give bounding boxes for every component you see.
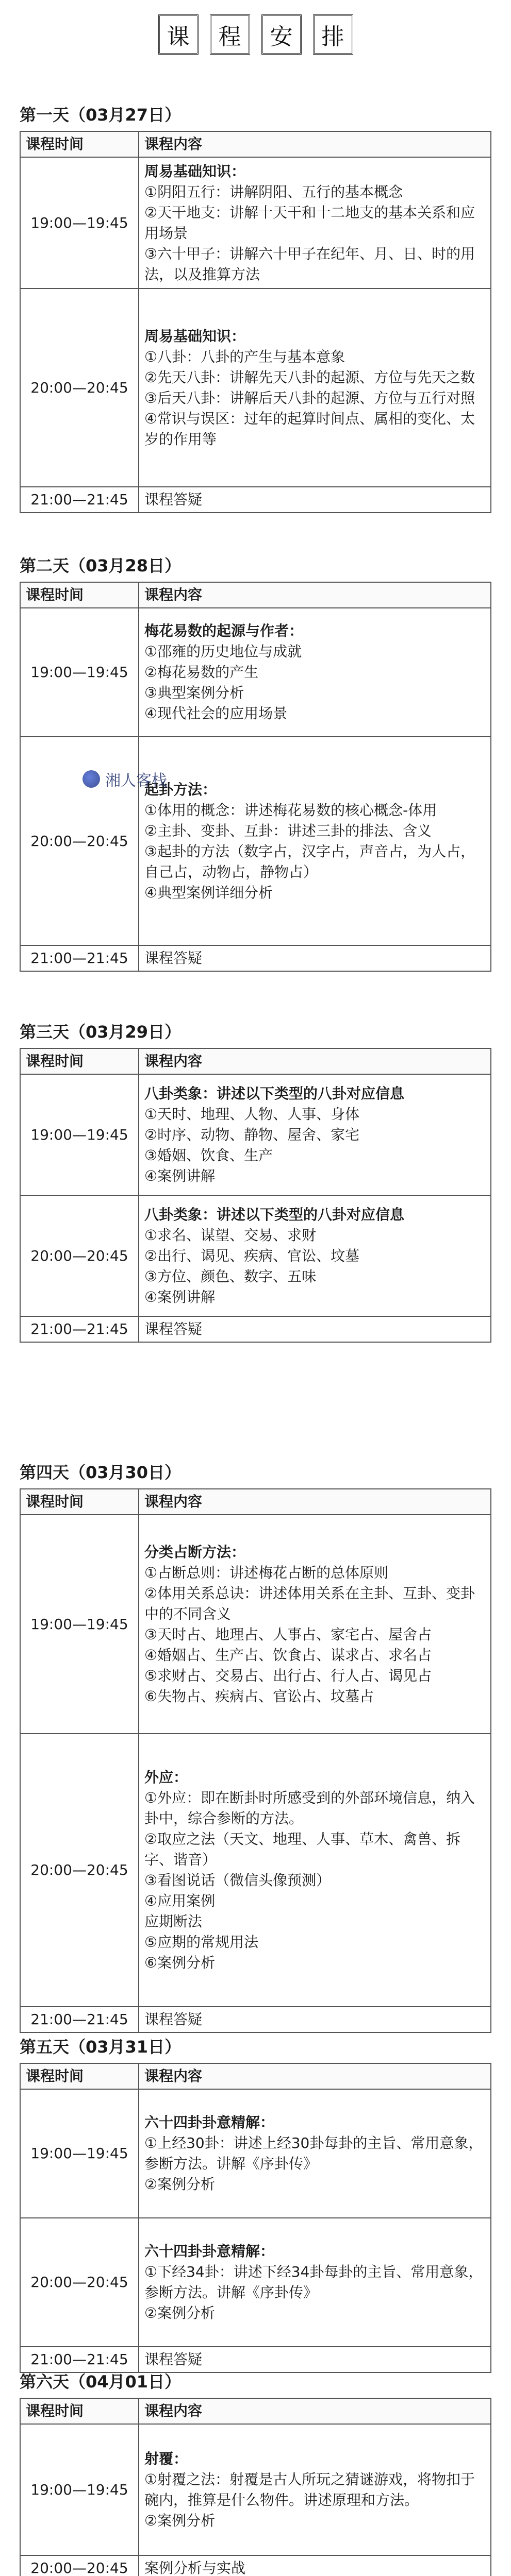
session-item: ②梅花易数的产生 bbox=[144, 664, 259, 681]
session-content bbox=[139, 1074, 491, 1195]
day-section bbox=[20, 1020, 491, 1343]
session-time: 19:00—19:45 bbox=[20, 157, 139, 289]
session-item: 课程答疑 bbox=[144, 1320, 203, 1337]
day-section bbox=[20, 103, 491, 513]
session-item: ②时序、动物、静物、屋舍、家宅 bbox=[144, 1126, 360, 1143]
session-topic: 周易基础知识： bbox=[144, 162, 246, 180]
session-content bbox=[139, 1734, 491, 2007]
table-row bbox=[20, 608, 491, 737]
table-row bbox=[20, 2424, 491, 2555]
table-row bbox=[20, 1316, 491, 1342]
session-item: ⑥失物占、疾病占、官讼占、坟墓占 bbox=[144, 1687, 374, 1705]
session-item: 应期断法 bbox=[144, 1913, 203, 1930]
session-item: ②天干地支：讲解十天干和十二地支的基本关系和应用场景 bbox=[144, 204, 475, 242]
schedule-table bbox=[20, 131, 491, 513]
session-time: 20:00—20:45 bbox=[20, 1734, 139, 2007]
session-item: ④常识与误区：过年的起算时间点、属相的变化、太岁的作用等 bbox=[144, 410, 475, 448]
session-topic: 六十四卦卦意精解： bbox=[144, 2114, 275, 2131]
header-content: 课程内容 bbox=[139, 1048, 491, 1074]
session-topic: 八卦类象：讲述以下类型的八卦对应信息 bbox=[144, 1084, 405, 1102]
table-row bbox=[20, 2007, 491, 2032]
table-header-row bbox=[20, 582, 491, 608]
session-topic: 周易基础知识： bbox=[144, 327, 246, 345]
title-char-box: 课 bbox=[158, 14, 199, 55]
session-item: ①体用的概念：讲述梅花易数的核心概念-体用 bbox=[144, 801, 437, 819]
session-item: ②案例分析 bbox=[144, 2176, 216, 2193]
session-item: 课程答疑 bbox=[144, 491, 203, 508]
session-time: 21:00—21:45 bbox=[20, 945, 139, 971]
header-time: 课程时间 bbox=[20, 1489, 139, 1515]
session-item: ④婚姻占、生产占、饮食占、谋求占、求名占 bbox=[144, 1646, 432, 1664]
session-item: ①射覆之法：射覆是古人所玩之猜谜游戏，将物扣于碗内，推算是什么物件。讲述原理和方法。 bbox=[144, 2470, 475, 2509]
session-time: 19:00—19:45 bbox=[20, 1074, 139, 1195]
session-content bbox=[139, 289, 491, 487]
day-section bbox=[20, 2370, 491, 2576]
header-content: 课程内容 bbox=[139, 582, 491, 608]
header-time: 课程时间 bbox=[20, 131, 139, 157]
table-row bbox=[20, 2218, 491, 2347]
session-item: ②案例分析 bbox=[144, 2512, 216, 2529]
table-row bbox=[20, 487, 491, 513]
table-row bbox=[20, 157, 491, 289]
session-time: 19:00—19:45 bbox=[20, 2424, 139, 2555]
day-heading: 第五天（03月31日） bbox=[20, 2037, 182, 2057]
session-time: 19:00—19:45 bbox=[20, 608, 139, 737]
header-time: 课程时间 bbox=[20, 1048, 139, 1074]
session-content bbox=[139, 2218, 491, 2347]
watermark-logo-icon bbox=[83, 770, 100, 788]
session-item: 课程答疑 bbox=[144, 950, 203, 967]
session-item: 课程答疑 bbox=[144, 2351, 203, 2368]
session-content bbox=[139, 1316, 491, 1342]
header-time: 课程时间 bbox=[20, 582, 139, 608]
session-time: 21:00—21:45 bbox=[20, 2347, 139, 2372]
day-heading: 第二天（03月28日） bbox=[20, 556, 182, 575]
session-content bbox=[139, 157, 491, 289]
session-content bbox=[139, 608, 491, 737]
table-row bbox=[20, 1074, 491, 1195]
table-row bbox=[20, 2555, 491, 2576]
session-time: 19:00—19:45 bbox=[20, 1515, 139, 1734]
session-item: ①外应：即在断卦时所感受到的外部环境信息，纳入卦中，综合参断的方法。 bbox=[144, 1789, 475, 1827]
session-item: ⑤求财占、交易占、出行占、行人占、谒见占 bbox=[144, 1667, 432, 1684]
session-item: ①上经30卦：讲述上经30卦每卦的主旨、常用意象，参断方法。讲解《序卦传》 bbox=[144, 2134, 483, 2172]
session-topic: 分类占断方法： bbox=[144, 1543, 246, 1561]
session-topic: 梅花易数的起源与作者： bbox=[144, 622, 304, 639]
session-item: ②案例分析 bbox=[144, 2304, 216, 2321]
session-time: 20:00—20:45 bbox=[20, 737, 139, 945]
session-time: 20:00—20:45 bbox=[20, 289, 139, 487]
session-time: 21:00—21:45 bbox=[20, 487, 139, 513]
header-content: 课程内容 bbox=[139, 131, 491, 157]
session-time: 20:00—20:45 bbox=[20, 2218, 139, 2347]
session-content bbox=[139, 2424, 491, 2555]
session-content bbox=[139, 1195, 491, 1316]
session-content bbox=[139, 487, 491, 513]
day-section bbox=[20, 554, 491, 972]
session-content bbox=[139, 1515, 491, 1734]
table-header-row bbox=[20, 131, 491, 157]
table-row bbox=[20, 289, 491, 487]
session-topic: 射覆： bbox=[144, 2450, 188, 2467]
session-content bbox=[139, 737, 491, 945]
session-topic: 八卦类象：讲述以下类型的八卦对应信息 bbox=[144, 1206, 405, 1223]
session-time: 20:00—20:45 bbox=[20, 1195, 139, 1316]
schedule-table bbox=[20, 1488, 491, 2033]
session-item: ③看图说话（微信头像预测） bbox=[144, 1872, 331, 1889]
session-item: 课程答疑 bbox=[144, 2011, 203, 2028]
table-header-row bbox=[20, 1048, 491, 1074]
session-item: ③起卦的方法（数字占，汉字占，声音占，为人占，自己占，动物占，静物占） bbox=[144, 842, 475, 880]
session-item: ①下经34卦：讲述下经34卦每卦的主旨、常用意象，参断方法。讲解《序卦传》 bbox=[144, 2263, 483, 2301]
session-item: ①求名、谋望、交易、求财 bbox=[144, 1226, 317, 1244]
schedule-table bbox=[20, 2063, 491, 2373]
schedule-table bbox=[20, 1048, 491, 1343]
session-content bbox=[139, 2089, 491, 2218]
session-item: ①天时、地理、人物、人事、身体 bbox=[144, 1105, 360, 1123]
session-item: ③典型案例分析 bbox=[144, 684, 244, 701]
table-row bbox=[20, 1515, 491, 1734]
session-item: ②取应之法（天文、地理、人事、草木、禽兽、拆字、谐音） bbox=[144, 1831, 461, 1868]
session-item: ①占断总则：讲述梅花占断的总体原则 bbox=[144, 1564, 389, 1581]
table-row bbox=[20, 1195, 491, 1316]
header-content: 课程内容 bbox=[139, 2063, 491, 2089]
title-char-box: 程 bbox=[210, 14, 250, 55]
session-item: ⑤应期的常规用法 bbox=[144, 1934, 259, 1951]
day-heading: 第一天（03月27日） bbox=[20, 105, 182, 125]
watermark-text: 湘人客栈 bbox=[105, 772, 167, 790]
session-item: ④案例讲解 bbox=[144, 1288, 216, 1306]
session-item: 案例分析与实战 bbox=[144, 2560, 246, 2576]
table-row bbox=[20, 1734, 491, 2007]
session-item: ⑥案例分析 bbox=[144, 1954, 216, 1971]
session-content bbox=[139, 2347, 491, 2372]
schedule-table bbox=[20, 2398, 491, 2576]
table-row bbox=[20, 2089, 491, 2218]
session-item: ②先天八卦：讲解先天八卦的起源、方位与先天之数 bbox=[144, 368, 475, 386]
header-content: 课程内容 bbox=[139, 1489, 491, 1515]
session-item: ③婚姻、饮食、生产 bbox=[144, 1146, 273, 1164]
session-topic: 外应： bbox=[144, 1769, 188, 1786]
session-item: ①邵雍的历史地位与成就 bbox=[144, 643, 302, 660]
table-row bbox=[20, 945, 491, 971]
session-content bbox=[139, 2555, 491, 2576]
day-heading: 第四天（03月30日） bbox=[20, 1463, 182, 1482]
session-item: ③后天八卦：讲解后天八卦的起源、方位与五行对照 bbox=[144, 389, 475, 406]
title-char-box: 安 bbox=[261, 14, 302, 55]
session-content bbox=[139, 2007, 491, 2032]
session-item: ②出行、谒见、疾病、官讼、坟墓 bbox=[144, 1247, 360, 1264]
header-time: 课程时间 bbox=[20, 2398, 139, 2424]
session-item: ①阴阳五行：讲解阴阳、五行的基本概念 bbox=[144, 183, 403, 200]
session-item: ①八卦：八卦的产生与基本意象 bbox=[144, 348, 345, 365]
session-item: ③六十甲子：讲解六十甲子在纪年、月、日、时的用法，以及推算方法 bbox=[144, 245, 475, 283]
session-time: 19:00—19:45 bbox=[20, 2089, 139, 2218]
session-time: 21:00—21:45 bbox=[20, 2007, 139, 2032]
session-item: ③方位、颜色、数字、五味 bbox=[144, 1267, 317, 1285]
title-char-box: 排 bbox=[313, 14, 353, 55]
session-item: ④现代社会的应用场景 bbox=[144, 705, 288, 722]
session-item: ②体用关系总诀：讲述体用关系在主卦、互卦、变卦中的不同含义 bbox=[144, 1584, 475, 1622]
session-item: ②主卦、变卦、互卦：讲述三卦的排法、含义 bbox=[144, 822, 432, 839]
session-topic: 起卦方法： bbox=[144, 781, 217, 798]
session-item: ④案例讲解 bbox=[144, 1167, 216, 1184]
table-row bbox=[20, 2347, 491, 2372]
day-heading: 第三天（03月29日） bbox=[20, 1022, 182, 1042]
session-topic: 六十四卦卦意精解： bbox=[144, 2243, 275, 2260]
header-time: 课程时间 bbox=[20, 2063, 139, 2089]
session-item: ③天时占、地理占、人事占、家宅占、屋舍占 bbox=[144, 1625, 432, 1643]
session-time: 21:00—21:45 bbox=[20, 1316, 139, 1342]
session-time: 20:00—20:45 bbox=[20, 2555, 139, 2576]
header-content: 课程内容 bbox=[139, 2398, 491, 2424]
day-section bbox=[20, 2035, 491, 2373]
day-section bbox=[20, 1461, 491, 2033]
table-header-row bbox=[20, 2398, 491, 2424]
session-item: ④应用案例 bbox=[144, 1892, 216, 1909]
watermark bbox=[83, 768, 167, 790]
session-item: ④典型案例详细分析 bbox=[144, 884, 273, 901]
day-heading: 第六天（04月01日） bbox=[20, 2372, 182, 2392]
table-header-row bbox=[20, 2063, 491, 2089]
table-header-row bbox=[20, 1489, 491, 1515]
session-content bbox=[139, 945, 491, 971]
page-title bbox=[0, 14, 511, 55]
